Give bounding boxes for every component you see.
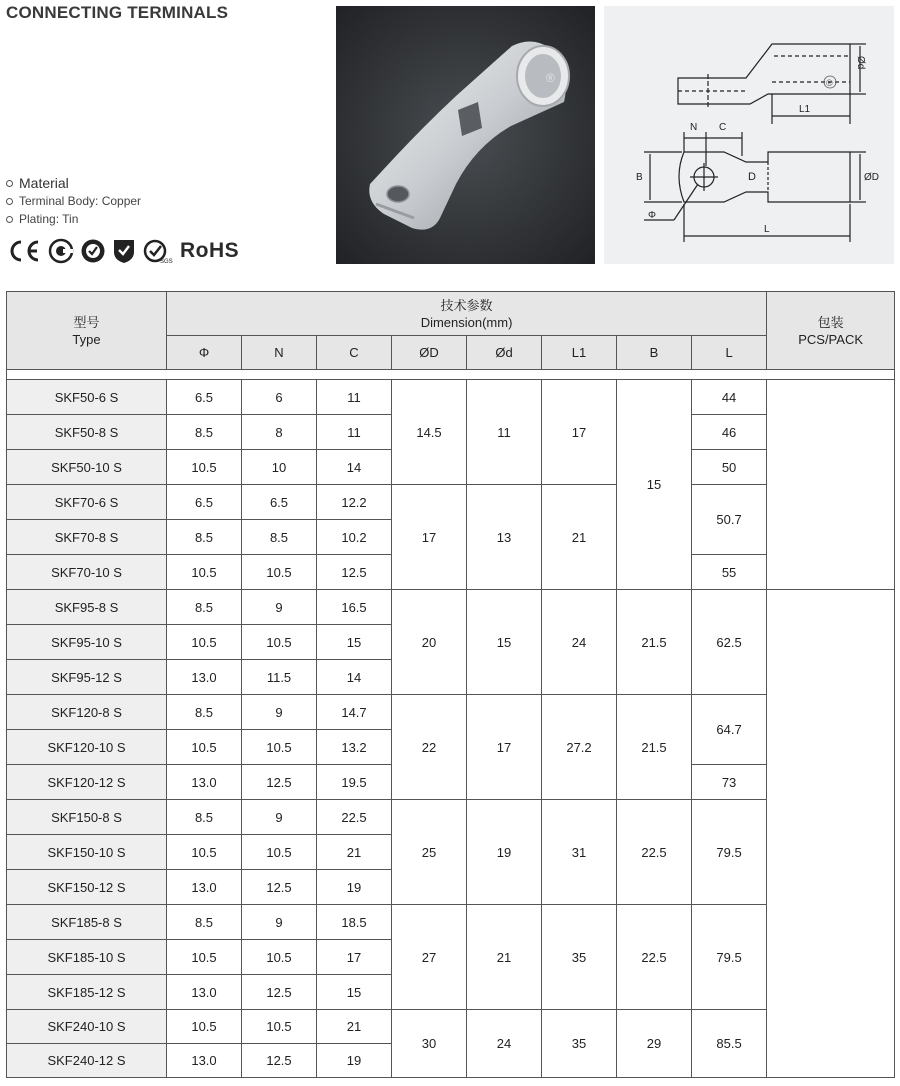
cell-type: SKF185-8 S — [7, 905, 167, 940]
cell-n: 12.5 — [242, 975, 317, 1010]
cell-pack — [767, 590, 895, 1078]
cell-c: 14.7 — [317, 695, 392, 730]
cell-d: 19 — [467, 800, 542, 905]
label-od-small: Ød — [855, 56, 866, 70]
cell-n: 10.5 — [242, 940, 317, 975]
cell-od: 25 — [392, 800, 467, 905]
label-l1: L1 — [799, 104, 811, 115]
cell-l: 73 — [692, 765, 767, 800]
material-plating: Plating: Tin — [19, 212, 79, 226]
material-item-row — [6, 192, 141, 210]
spacer-row — [7, 370, 895, 380]
cell-type: SKF50-6 S — [7, 380, 167, 415]
cell-phi: 10.5 — [167, 450, 242, 485]
cell-n: 11.5 — [242, 660, 317, 695]
header-dim-cn: 技术参数 — [440, 297, 493, 313]
cell-phi: 13.0 — [167, 1044, 242, 1078]
cell-type: SKF185-10 S — [7, 940, 167, 975]
cell-type: SKF70-10 S — [7, 555, 167, 590]
cell-phi: 8.5 — [167, 905, 242, 940]
label-b: B — [636, 172, 643, 183]
table-row — [7, 485, 895, 520]
header-dimension — [167, 292, 767, 336]
cell-c: 16.5 — [317, 590, 392, 625]
cell-phi: 8.5 — [167, 520, 242, 555]
cell-b: 22.5 — [617, 800, 692, 905]
cell-c: 11 — [317, 415, 392, 450]
material-heading-row — [6, 174, 141, 192]
cell-type: SKF70-6 S — [7, 485, 167, 520]
cell-phi: 10.5 — [167, 940, 242, 975]
cell-c: 18.5 — [317, 905, 392, 940]
cqc-logo-icon — [48, 238, 74, 264]
cell-n: 10.5 — [242, 1010, 317, 1044]
cell-n: 9 — [242, 695, 317, 730]
cell-c: 21 — [317, 1010, 392, 1044]
cell-l: 62.5 — [692, 590, 767, 695]
cell-n: 9 — [242, 800, 317, 835]
table-row — [7, 1010, 895, 1044]
header-dim-en: Dimension(mm) — [420, 314, 513, 330]
cell-phi: 13.0 — [167, 975, 242, 1010]
cell-n: 9 — [242, 905, 317, 940]
cell-type: SKF120-12 S — [7, 765, 167, 800]
bullet-icon — [6, 180, 13, 187]
cell-od: 27 — [392, 905, 467, 1010]
header-type-en: Type — [72, 331, 101, 347]
cell-d: 17 — [467, 695, 542, 800]
header-type-cn: 型号 — [73, 314, 100, 330]
cell-od: 30 — [392, 1010, 467, 1078]
table-row — [7, 590, 895, 625]
cell-phi: 8.5 — [167, 415, 242, 450]
cell-od: 17 — [392, 485, 467, 590]
table-row — [7, 380, 895, 415]
cell-b: 22.5 — [617, 905, 692, 1010]
header-row-1 — [7, 292, 895, 336]
cell-c: 12.2 — [317, 485, 392, 520]
table-row — [7, 905, 895, 940]
cell-phi: 8.5 — [167, 590, 242, 625]
cell-d: 11 — [467, 380, 542, 485]
cell-phi: 13.0 — [167, 660, 242, 695]
cell-c: 15 — [317, 975, 392, 1010]
cell-n: 10.5 — [242, 555, 317, 590]
cell-c: 21 — [317, 835, 392, 870]
col-c: C — [317, 336, 392, 370]
cell-type: SKF95-8 S — [7, 590, 167, 625]
cell-n: 10.5 — [242, 730, 317, 765]
cell-od: 20 — [392, 590, 467, 695]
cell-d: 21 — [467, 905, 542, 1010]
quality-seal-icon — [80, 238, 106, 264]
cell-c: 15 — [317, 625, 392, 660]
cell-type: SKF240-12 S — [7, 1044, 167, 1078]
cell-od: 14.5 — [392, 380, 467, 485]
cell-c: 12.5 — [317, 555, 392, 590]
cell-phi: 10.5 — [167, 730, 242, 765]
col-d: Ød — [467, 336, 542, 370]
cell-type: SKF240-10 S — [7, 1010, 167, 1044]
cell-l: 79.5 — [692, 905, 767, 1010]
cell-n: 10 — [242, 450, 317, 485]
cell-type: SKF150-10 S — [7, 835, 167, 870]
material-heading: Material — [19, 175, 69, 191]
label-c: C — [719, 122, 727, 133]
specification-table — [6, 291, 895, 1078]
cell-type: SKF50-10 S — [7, 450, 167, 485]
registered-mark: ® — [826, 78, 833, 88]
cell-type: SKF185-12 S — [7, 975, 167, 1010]
col-l1: L1 — [542, 336, 617, 370]
table-row — [7, 800, 895, 835]
cell-n: 8.5 — [242, 520, 317, 555]
cell-type: SKF70-8 S — [7, 520, 167, 555]
cell-d: 15 — [467, 590, 542, 695]
shield-cert-icon — [112, 238, 136, 264]
cell-n: 12.5 — [242, 870, 317, 905]
cell-n: 10.5 — [242, 835, 317, 870]
col-od: ØD — [392, 336, 467, 370]
page-title: CONNECTING TERMINALS — [6, 3, 229, 22]
cell-phi: 8.5 — [167, 800, 242, 835]
cell-l1: 31 — [542, 800, 617, 905]
cell-c: 22.5 — [317, 800, 392, 835]
cell-pack — [767, 380, 895, 590]
cell-phi: 10.5 — [167, 835, 242, 870]
cell-phi: 10.5 — [167, 555, 242, 590]
cell-c: 10.2 — [317, 520, 392, 555]
cell-l: 44 — [692, 380, 767, 415]
header-pack — [767, 292, 895, 370]
sgs-logo-icon — [142, 238, 173, 265]
cell-b: 21.5 — [617, 695, 692, 800]
cell-phi: 6.5 — [167, 380, 242, 415]
cell-n: 10.5 — [242, 625, 317, 660]
material-item-row — [6, 210, 141, 228]
cell-n: 6.5 — [242, 485, 317, 520]
cell-b: 21.5 — [617, 590, 692, 695]
cell-od: 22 — [392, 695, 467, 800]
cell-l1: 35 — [542, 905, 617, 1010]
label-phi: Φ — [648, 210, 656, 221]
cell-b: 15 — [617, 380, 692, 590]
cell-l: 64.7 — [692, 695, 767, 765]
cell-l1: 24 — [542, 590, 617, 695]
label-l: L — [764, 224, 770, 235]
cell-c: 13.2 — [317, 730, 392, 765]
cell-type: SKF150-12 S — [7, 870, 167, 905]
cell-c: 11 — [317, 380, 392, 415]
header-pack-en: PCS/PACK — [798, 331, 863, 347]
ce-mark-icon — [6, 238, 42, 264]
cell-type: SKF120-10 S — [7, 730, 167, 765]
cell-phi: 13.0 — [167, 870, 242, 905]
table-row — [7, 695, 895, 730]
cell-c: 14 — [317, 660, 392, 695]
cell-type: SKF50-8 S — [7, 415, 167, 450]
bullet-icon — [6, 198, 13, 205]
col-l: L — [692, 336, 767, 370]
cell-l1: 27.2 — [542, 695, 617, 800]
cell-l1: 35 — [542, 1010, 617, 1078]
cell-type: SKF120-8 S — [7, 695, 167, 730]
cell-l: 50.7 — [692, 485, 767, 555]
cell-c: 19.5 — [317, 765, 392, 800]
header-type — [7, 292, 167, 370]
material-section — [6, 174, 141, 228]
col-b: B — [617, 336, 692, 370]
cell-c: 17 — [317, 940, 392, 975]
cell-type: SKF150-8 S — [7, 800, 167, 835]
cell-n: 12.5 — [242, 1044, 317, 1078]
cell-n: 9 — [242, 590, 317, 625]
material-body: Terminal Body: Copper — [19, 194, 142, 208]
cell-c: 19 — [317, 870, 392, 905]
cell-n: 6 — [242, 380, 317, 415]
col-phi: Φ — [167, 336, 242, 370]
header-pack-cn: 包装 — [817, 314, 844, 330]
cell-type: SKF95-10 S — [7, 625, 167, 660]
cell-l: 50 — [692, 450, 767, 485]
cell-l1: 17 — [542, 380, 617, 485]
photo-watermark: ® — [546, 71, 555, 85]
label-od-big: ØD — [864, 172, 879, 183]
cell-c: 14 — [317, 450, 392, 485]
cell-phi: 10.5 — [167, 625, 242, 660]
svg-text:SGS: SGS — [160, 259, 173, 265]
cell-l: 79.5 — [692, 800, 767, 905]
cell-n: 8 — [242, 415, 317, 450]
certification-logos — [6, 238, 239, 264]
cell-c: 19 — [317, 1044, 392, 1078]
cell-l1: 21 — [542, 485, 617, 590]
dimension-drawing — [604, 6, 894, 264]
cell-l: 46 — [692, 415, 767, 450]
cell-phi: 13.0 — [167, 765, 242, 800]
cell-type: SKF95-12 S — [7, 660, 167, 695]
cell-l: 85.5 — [692, 1010, 767, 1078]
cell-b: 29 — [617, 1010, 692, 1078]
cell-l: 55 — [692, 555, 767, 590]
bullet-icon — [6, 216, 13, 223]
cell-phi: 10.5 — [167, 1010, 242, 1044]
cell-phi: 8.5 — [167, 695, 242, 730]
cell-phi: 6.5 — [167, 485, 242, 520]
col-n: N — [242, 336, 317, 370]
cell-n: 12.5 — [242, 765, 317, 800]
cell-d: 13 — [467, 485, 542, 590]
label-n: N — [690, 122, 698, 133]
cell-d: 24 — [467, 1010, 542, 1078]
terminal-photo — [336, 6, 595, 264]
rohs-label: RoHS — [180, 239, 240, 262]
label-d: D — [748, 171, 756, 183]
